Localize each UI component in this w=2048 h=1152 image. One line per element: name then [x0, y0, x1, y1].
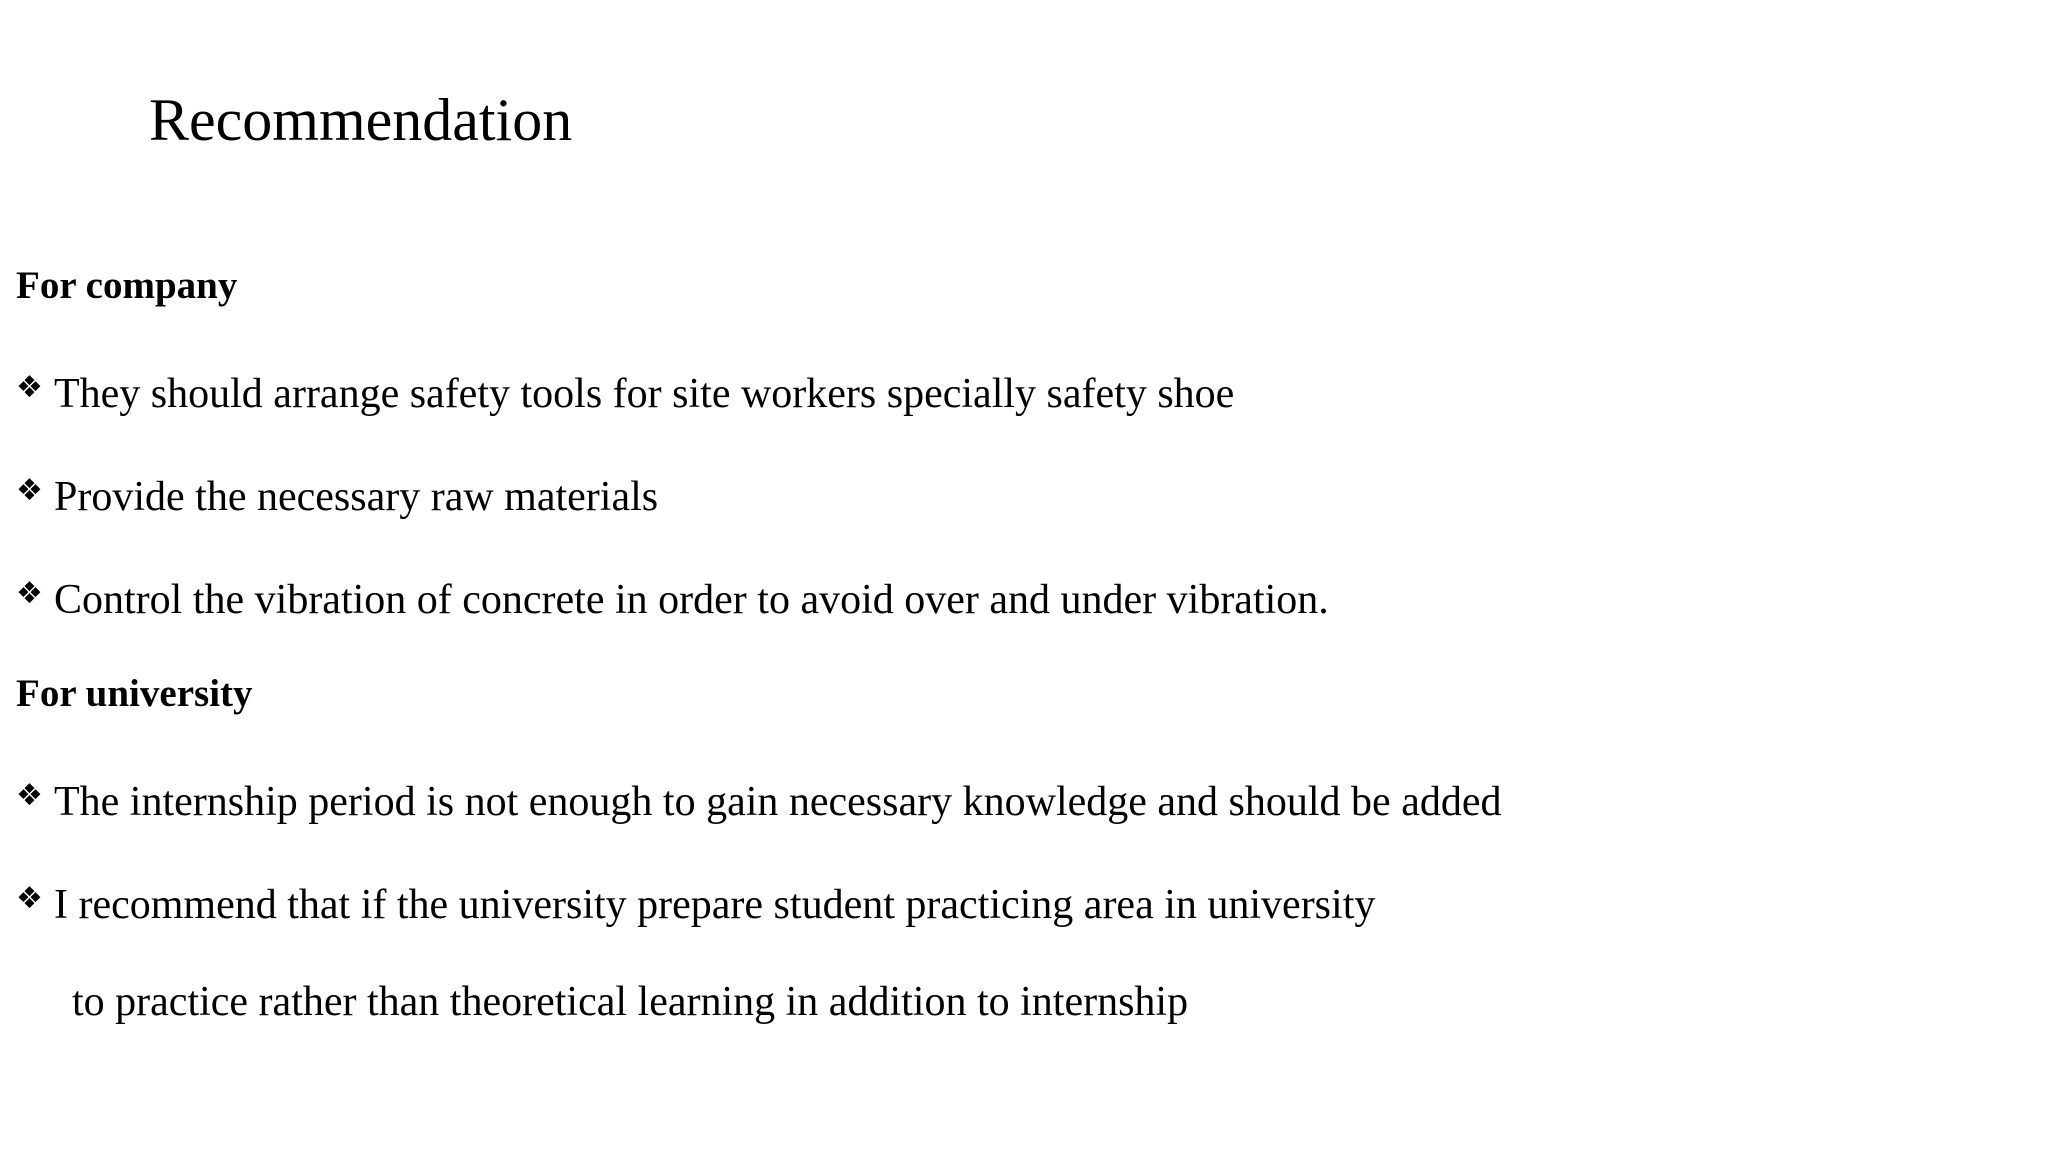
section-heading-university: For university	[16, 672, 253, 715]
list-item	[16, 362, 1234, 420]
list-item	[16, 568, 1329, 626]
diamond-bullet-icon: ❖	[16, 576, 43, 611]
diamond-bullet-icon: ❖	[16, 881, 43, 916]
list-item-text: They should arrange safety tools for site workers specially safety shoe	[54, 371, 1235, 417]
list-item-text: The internship period is not enough to gain necessary knowledge and should be added	[54, 779, 1502, 825]
list-item-text: Control the vibration of concrete in order to avoid over and under vibration.	[54, 577, 1329, 623]
list-item-continuation: to practice rather than theoretical learning in addition to internship	[72, 979, 1189, 1025]
list-item-text: I recommend that if the university prepare student practicing area in university	[54, 882, 1376, 928]
diamond-bullet-icon: ❖	[16, 778, 43, 813]
diamond-bullet-icon: ❖	[16, 370, 43, 405]
slide-title: Recommendation	[149, 87, 573, 153]
section-heading-company: For company	[16, 264, 238, 307]
list-item	[16, 770, 1501, 828]
list-item	[16, 873, 1375, 931]
diamond-bullet-icon: ❖	[16, 473, 43, 508]
list-item-text: Provide the necessary raw materials	[54, 474, 659, 520]
list-item	[16, 465, 658, 523]
